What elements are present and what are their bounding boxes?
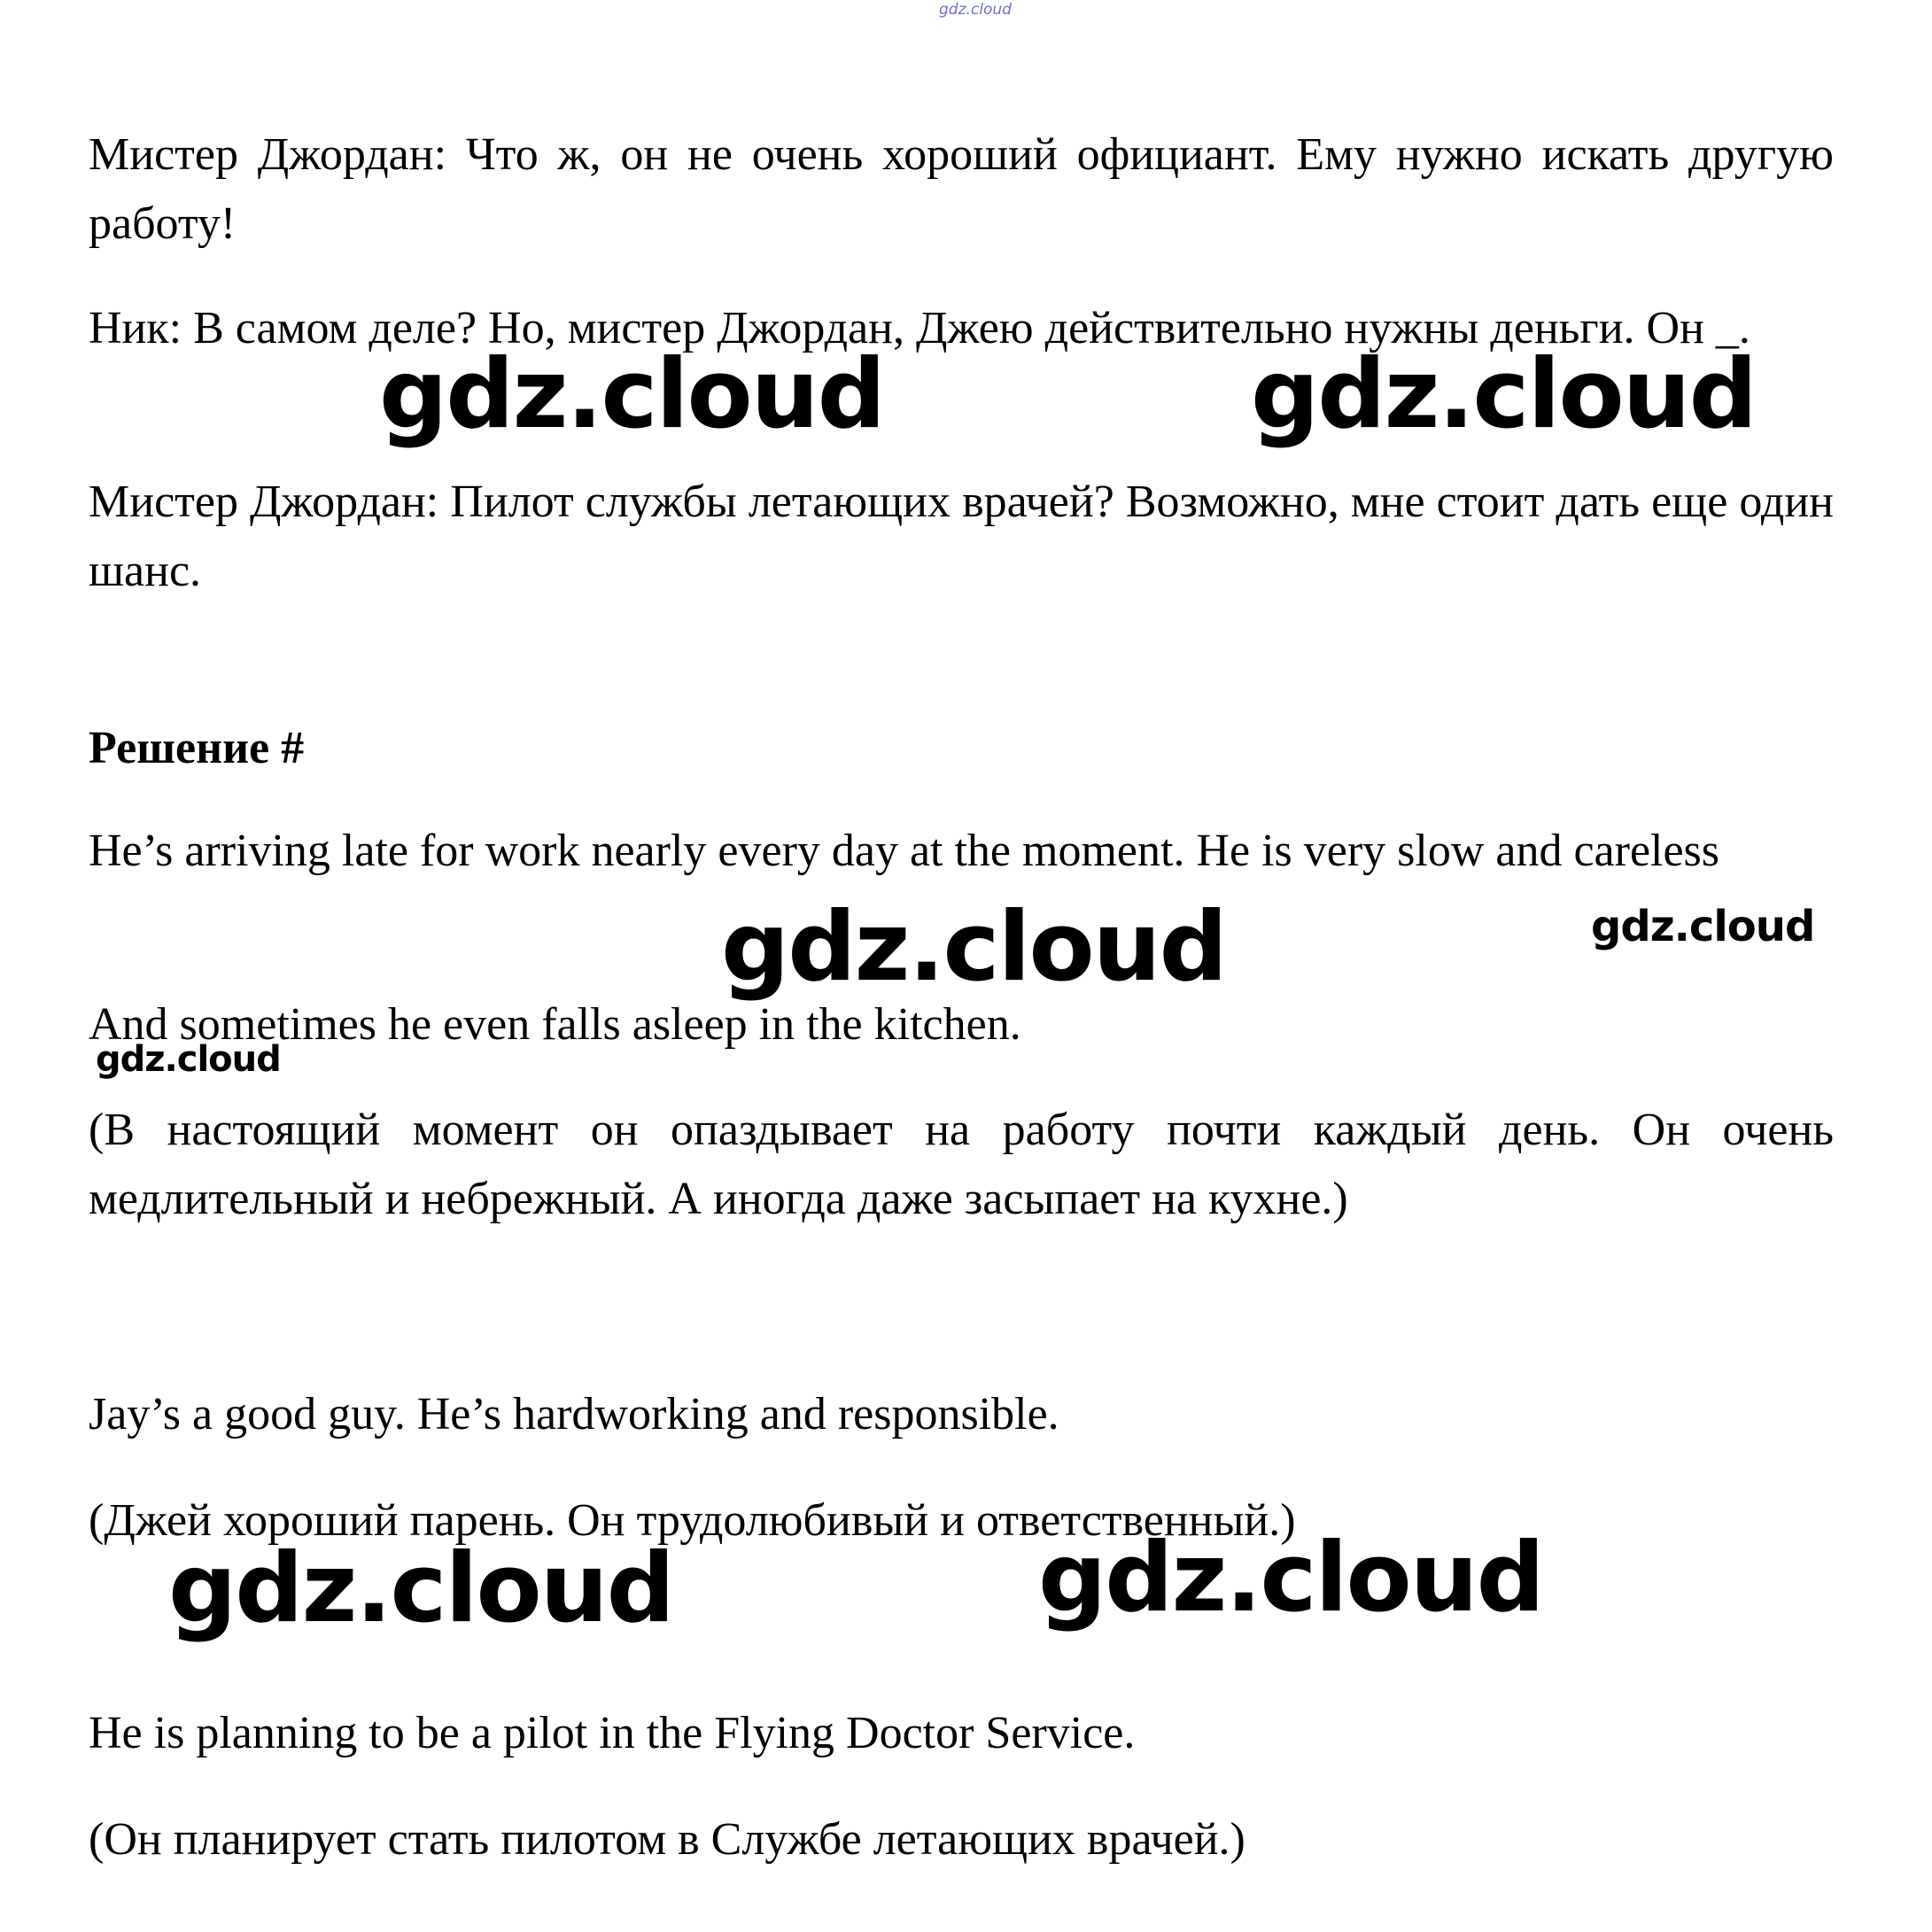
paragraph-mr-jordan-1: Мистер Джордан: Что ж, он не очень хороший официант. Ему нужно искать другую работу! [89,129,1834,249]
solution-translation-2: (Джей хороший парень. Он трудолюбивый и ответственный.) [89,1495,1296,1546]
solution-line-3: Jay’s a good guy. He’s hardworking and responsible. [89,1389,1059,1439]
solution-line-2: And sometimes he even falls asleep in the kitchen. [89,999,1021,1050]
solution-line-4: He is planning to be a pilot in the Flying Doctor Service. [89,1708,1136,1758]
site-mark: gdz.cloud [939,1,1012,19]
paragraph-mr-jordan-2: Мистер Джордан: Пилот службы летающих врачей? Возможно, мне стоит дать еще один шанс. [89,477,1834,596]
watermark: gdz.cloud [96,1039,281,1080]
solution-heading: Решение # [89,723,305,773]
paragraph-nick: Ник: В самом деле? Но, мистер Джордан, Джею действительно нужны деньги. Он _. [89,303,1750,353]
solution-translation-1: (В настоящий момент он опаздывает на работу почти каждый день. Он очень медлительный и небрежный. А иногда даже засыпает на кухне.) [89,1105,1834,1224]
watermark: gdz.cloud [1038,1523,1543,1633]
watermark: gdz.cloud [379,339,884,450]
watermark: gdz.cloud [1591,902,1815,951]
watermark: gdz.cloud [1251,339,1756,450]
watermark: gdz.cloud [721,892,1226,1003]
watermark: gdz.cloud [168,1533,673,1644]
solution-translation-3: (Он планирует стать пилотом в Службе летающих врачей.) [89,1814,1245,1865]
solution-line-1: He’s arriving late for work nearly every day at the moment. He is very slow and careless [89,826,1720,876]
